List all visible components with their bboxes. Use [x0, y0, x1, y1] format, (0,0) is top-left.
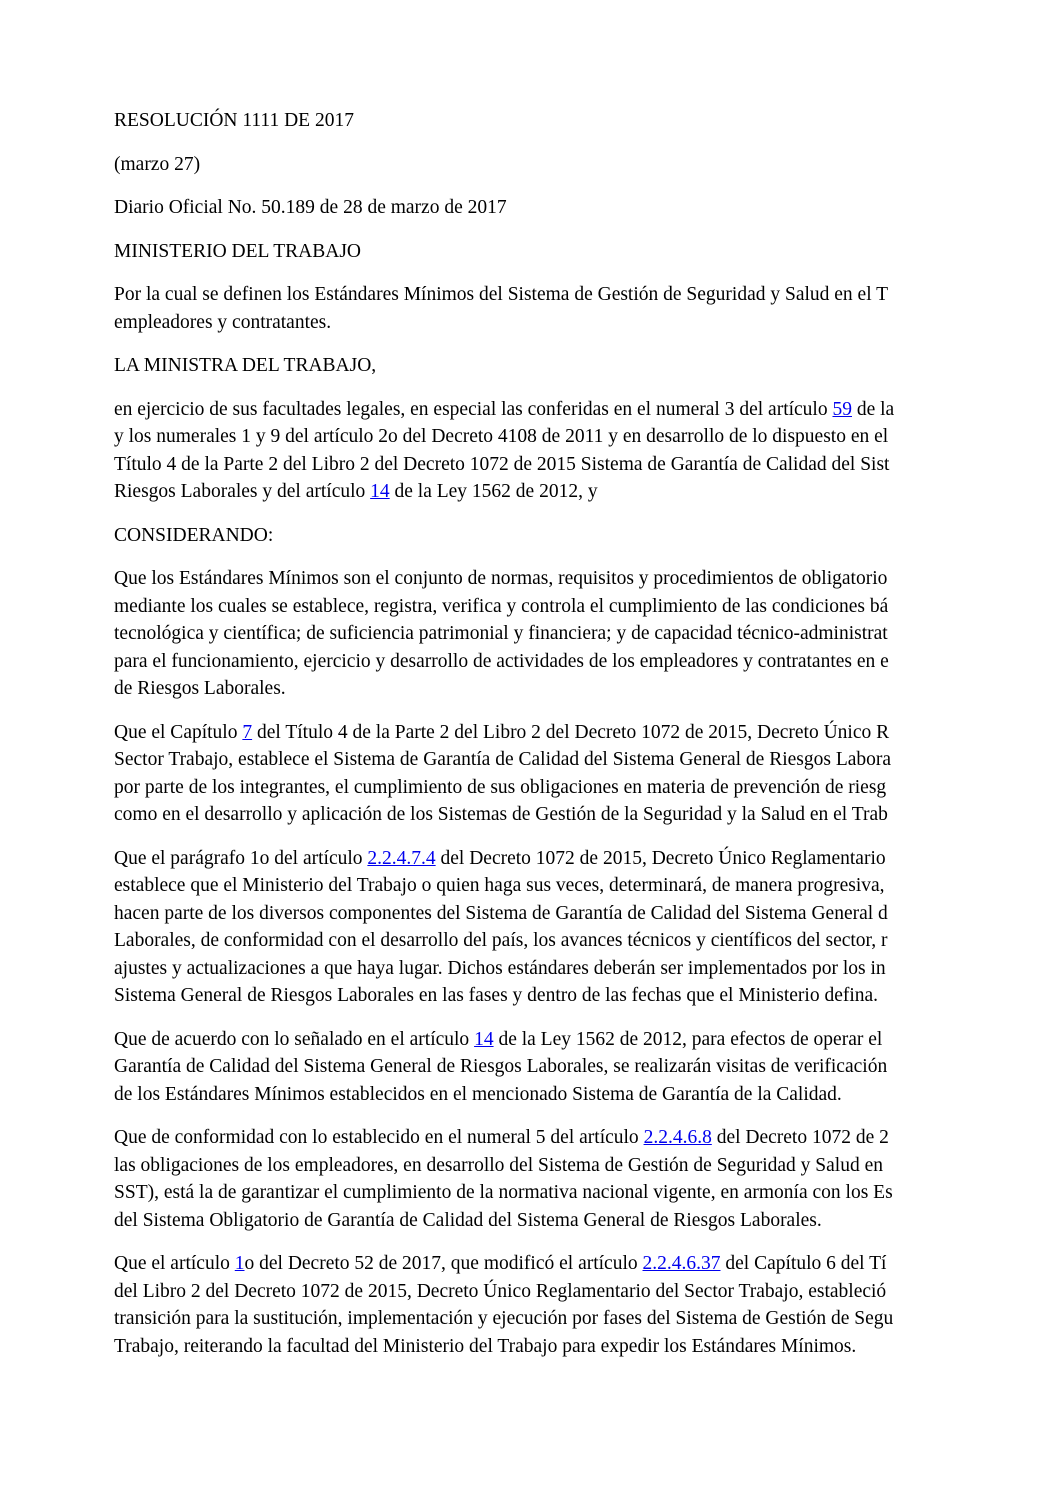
- text-line: [114, 1081, 1058, 1109]
- article-link-1[interactable]: 1: [234, 1253, 245, 1274]
- text-line: [114, 423, 1058, 451]
- text-line: [114, 151, 1058, 179]
- text-line: [114, 746, 1058, 774]
- article-link-14[interactable]: 14: [370, 481, 390, 502]
- text-line: [114, 281, 1058, 309]
- text-segment: las obligaciones de los empleadores, en desarrollo del Sistema de Gestión de Seguridad y Salud en: [114, 1154, 883, 1176]
- text-line: [114, 352, 1058, 380]
- doc-recital-1: [114, 565, 1058, 703]
- text-line: [114, 1026, 1058, 1054]
- text-segment: del Sistema Obligatorio de Garantía de Calidad del Sistema General de Riesgos Laborales.: [114, 1209, 822, 1231]
- text-line: [114, 900, 1058, 928]
- text-segment: en ejercicio de sus facultades legales, en especial las conferidas en el numeral 3 del artículo: [114, 398, 833, 420]
- doc-recital-4: [114, 1026, 1058, 1109]
- text-segment: para el funcionamiento, ejercicio y desarrollo de actividades de los empleadores y contratantes en e: [114, 650, 889, 672]
- doc-authority: [114, 352, 1058, 380]
- text-segment: CONSIDERANDO:: [114, 524, 274, 546]
- doc-date: [114, 151, 1058, 179]
- text-segment: Que los Estándares Mínimos son el conjunto de normas, requisitos y procedimientos de obligatorio: [114, 568, 888, 589]
- doc-considering-heading: [114, 522, 1058, 550]
- article-link-2.2.4.7.4[interactable]: 2.2.4.7.4: [367, 847, 436, 869]
- text-segment: transición para la sustitución, implementación y ejecución por fases del Sistema de Gestión de Segu: [114, 1308, 894, 1329]
- text-segment: LA MINISTRA DEL TRABAJO,: [114, 355, 377, 376]
- text-line: [114, 955, 1058, 983]
- text-segment: del Decreto 1072 de 2: [711, 1127, 889, 1148]
- text-segment: Garantía de Calidad del Sistema General de Riesgos Laborales, se realizarán visitas de verificación: [114, 1056, 888, 1077]
- text-line: [114, 982, 1058, 1010]
- text-line: [114, 774, 1058, 802]
- text-segment: Que el artículo: [114, 1253, 235, 1274]
- article-link-59[interactable]: 59: [832, 398, 852, 420]
- text-line: [114, 927, 1058, 955]
- text-segment: Que de acuerdo con lo señalado en el artículo: [114, 1028, 475, 1050]
- text-segment: del Decreto 1072 de 2015, Decreto Único Reglamentario: [435, 847, 886, 869]
- text-line: [114, 801, 1058, 829]
- text-segment: Que el parágrafo 1o del artículo: [114, 847, 368, 869]
- doc-ministry: [114, 238, 1058, 266]
- text-line: [114, 1250, 1058, 1278]
- text-line: [114, 648, 1058, 676]
- text-segment: Diario Oficial No. 50.189 de 28 de marzo de 2017: [114, 197, 507, 218]
- text-segment: RESOLUCIÓN 1111 DE 2017: [114, 110, 354, 131]
- text-segment: mediante los cuales se establece, registra, verifica y controla el cumplimiento de las condiciones bá: [114, 595, 889, 617]
- text-segment: empleadores y contratantes.: [114, 311, 332, 333]
- text-line: [114, 522, 1058, 550]
- text-segment: Trabajo, reiterando la facultad del Ministerio del Trabajo para expedir los Estándares Mínimos.: [114, 1335, 857, 1357]
- text-segment: Por la cual se definen los Estándares Mínimos del Sistema de Gestión de Seguridad y Salud en el T: [114, 284, 889, 305]
- text-segment: Título 4 de la Parte 2 del Libro 2 del Decreto 1072 de 2015 Sistema de Garantía de Calidad del Sist: [114, 453, 890, 475]
- text-line: [114, 1333, 1058, 1361]
- text-line: [114, 1207, 1058, 1235]
- text-line: [114, 396, 1058, 424]
- text-segment: de la Ley 1562 de 2012, y: [389, 481, 598, 502]
- text-segment: (marzo 27): [114, 153, 201, 175]
- text-segment: del Libro 2 del Decreto 1072 de 2015, Decreto Único Reglamentario del Sector Trabajo, estableció: [114, 1280, 887, 1302]
- text-segment: del Título 4 de la Parte 2 del Libro 2 del Decreto 1072 de 2015, Decreto Único R: [252, 721, 890, 743]
- text-segment: hacen parte de los diversos componentes del Sistema de Garantía de Calidad del Sistema General d: [114, 902, 888, 924]
- text-line: [114, 194, 1058, 222]
- text-segment: establece que el Ministerio del Trabajo o quien haga sus veces, determinará, de manera progresiva,: [114, 875, 885, 896]
- text-segment: SST), está la de garantizar el cumplimiento de la normativa nacional vigente, en armonía con los Es: [114, 1182, 893, 1203]
- doc-recital-6: [114, 1250, 1058, 1360]
- document-body: [114, 107, 1058, 1360]
- doc-recital-2: [114, 719, 1058, 829]
- text-segment: de la: [851, 398, 895, 420]
- text-segment: del Capítulo 6 del Tí: [720, 1253, 887, 1274]
- article-link-14[interactable]: 14: [474, 1028, 494, 1050]
- article-link-7[interactable]: 7: [242, 721, 253, 743]
- doc-subject: [114, 281, 1058, 336]
- text-line: [114, 1053, 1058, 1081]
- text-segment: o del Decreto 52 de 2017, que modificó el artículo: [244, 1253, 643, 1274]
- doc-title: [114, 107, 1058, 135]
- text-line: [114, 107, 1058, 135]
- text-segment: Sector Trabajo, establece el Sistema de Garantía de Calidad del Sistema General de Riesgos Labora: [114, 749, 892, 770]
- text-line: [114, 565, 1058, 593]
- text-line: [114, 1179, 1058, 1207]
- text-segment: Laborales, de conformidad con el desarrollo del país, los avances técnicos y científicos del sector, r: [114, 930, 888, 951]
- text-line: [114, 451, 1058, 479]
- text-line: [114, 620, 1058, 648]
- text-line: [114, 593, 1058, 621]
- text-line: [114, 1152, 1058, 1180]
- article-link-2.2.4.6.8[interactable]: 2.2.4.6.8: [643, 1127, 712, 1148]
- text-line: [114, 309, 1058, 337]
- text-line: [114, 845, 1058, 873]
- text-segment: y los numerales 1 y 9 del artículo 2o del Decreto 4108 de 2011 y en desarrollo de lo dispuesto en el: [114, 426, 889, 447]
- text-segment: Sistema General de Riesgos Laborales en las fases y dentro de las fechas que el Ministerio defina.: [114, 985, 879, 1006]
- text-segment: tecnológica y científica; de suficiencia patrimonial y financiera; y de capacidad técnico-administrat: [114, 623, 888, 644]
- doc-recital-5: [114, 1124, 1058, 1234]
- text-segment: de los Estándares Mínimos establecidos en el mencionado Sistema de Garantía de la Calidad.: [114, 1083, 842, 1105]
- text-segment: Riesgos Laborales y del artículo: [114, 481, 371, 502]
- text-line: [114, 872, 1058, 900]
- text-segment: como en el desarrollo y aplicación de los Sistemas de Gestión de la Seguridad y la Salud en el Trab: [114, 804, 888, 825]
- text-segment: Que de conformidad con lo establecido en el numeral 5 del artículo: [114, 1127, 644, 1148]
- text-segment: por parte de los integrantes, el cumplimiento de sus obligaciones en materia de prevención de riesg: [114, 776, 887, 798]
- doc-gazette: [114, 194, 1058, 222]
- text-line: [114, 478, 1058, 506]
- text-segment: Que el Capítulo: [114, 721, 243, 743]
- text-segment: de Riesgos Laborales.: [114, 678, 286, 699]
- text-line: [114, 1278, 1058, 1306]
- text-segment: MINISTERIO DEL TRABAJO: [114, 240, 361, 262]
- text-line: [114, 1124, 1058, 1152]
- text-segment: de la Ley 1562 de 2012, para efectos de operar el: [493, 1028, 883, 1050]
- doc-powers: [114, 396, 1058, 506]
- text-line: [114, 719, 1058, 747]
- text-line: [114, 675, 1058, 703]
- text-line: [114, 238, 1058, 266]
- text-line: [114, 1305, 1058, 1333]
- doc-recital-3: [114, 845, 1058, 1010]
- article-link-2.2.4.6.37[interactable]: 2.2.4.6.37: [642, 1253, 721, 1274]
- text-segment: ajustes y actualizaciones a que haya lugar. Dichos estándares deberán ser implementados por los in: [114, 957, 886, 979]
